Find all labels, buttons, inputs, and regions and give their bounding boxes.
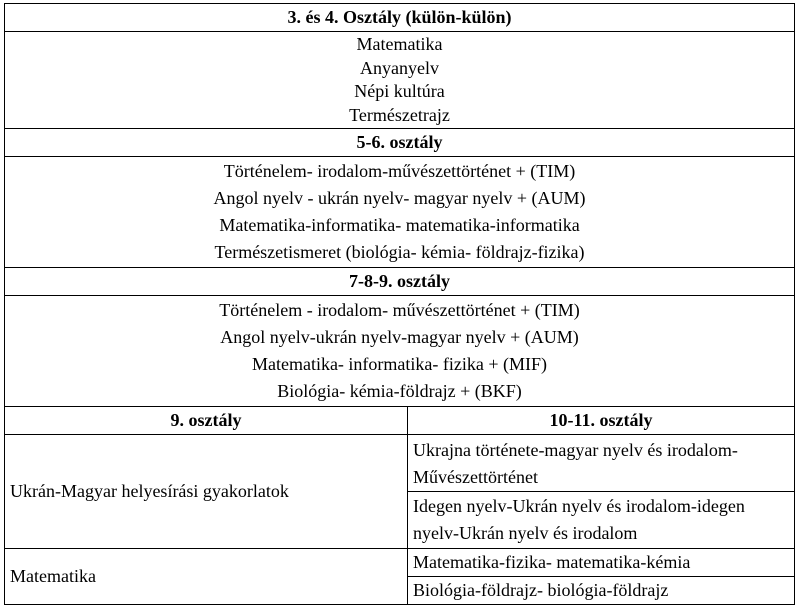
section-items <box>5 296 795 407</box>
grade-10-11-subject: Biológia-földrajz- biológia-földrajz <box>408 577 795 605</box>
subject-item: Angol nyelv - ukrán nyelv- magyar nyelv + (AUM) <box>213 188 586 208</box>
split-row <box>5 549 795 577</box>
subject-item: Biológia- kémia-földrajz + (BKF) <box>277 381 522 401</box>
subject-item: Történelem - irodalom- művészettörténet + (TIM) <box>219 300 580 320</box>
section-body-row <box>5 157 795 268</box>
subject-item: Természetrajz <box>349 104 450 125</box>
subject-item: Természetismeret (biológia- kémia- földrajz-fizika) <box>214 242 585 262</box>
subject-item: Angol nyelv-ukrán nyelv-magyar nyelv + (AUM) <box>220 327 579 347</box>
section-header-row <box>5 268 795 296</box>
section-header-row <box>5 129 795 157</box>
subject-item: Matematika-informatika- matematika-informatika <box>219 215 580 235</box>
section-body-row <box>5 296 795 407</box>
grade-10-11-header: 10-11. osztály <box>408 407 795 435</box>
split-row <box>5 435 795 492</box>
section-header: 5-6. osztály <box>5 129 795 157</box>
grade-9-subject: Ukrán-Magyar helyesírási gyakorlatok <box>5 435 408 549</box>
section-header-row <box>5 4 795 32</box>
subject-item: Történelem- irodalom-művészettörténet + (TIM) <box>223 161 576 181</box>
section-header: 3. és 4. Osztály (külön-külön) <box>5 4 795 32</box>
subject-item: Matematika <box>356 34 443 54</box>
subject-item: Népi kultúra <box>354 81 445 101</box>
section-items <box>5 32 795 129</box>
section-items <box>5 157 795 268</box>
section-body-row <box>5 32 795 129</box>
grade-9-header: 9. osztály <box>5 407 408 435</box>
grade-9-subject: Matematika <box>5 549 408 605</box>
curriculum-table <box>4 3 795 605</box>
section-header: 7-8-9. osztály <box>5 268 795 296</box>
grade-10-11-subject: Ukrajna története-magyar nyelv és irodalom-Művészettörténet <box>408 435 795 492</box>
split-header-row <box>5 407 795 435</box>
subject-item: Matematika- informatika- fizika + (MIF) <box>251 354 548 374</box>
subject-item: Anyanyelv <box>360 57 439 78</box>
grade-10-11-subject: Matematika-fizika- matematika-kémia <box>408 549 795 577</box>
grade-10-11-subject: Idegen nyelv-Ukrán nyelv és irodalom-idegen nyelv-Ukrán nyelv és irodalom <box>408 492 795 549</box>
